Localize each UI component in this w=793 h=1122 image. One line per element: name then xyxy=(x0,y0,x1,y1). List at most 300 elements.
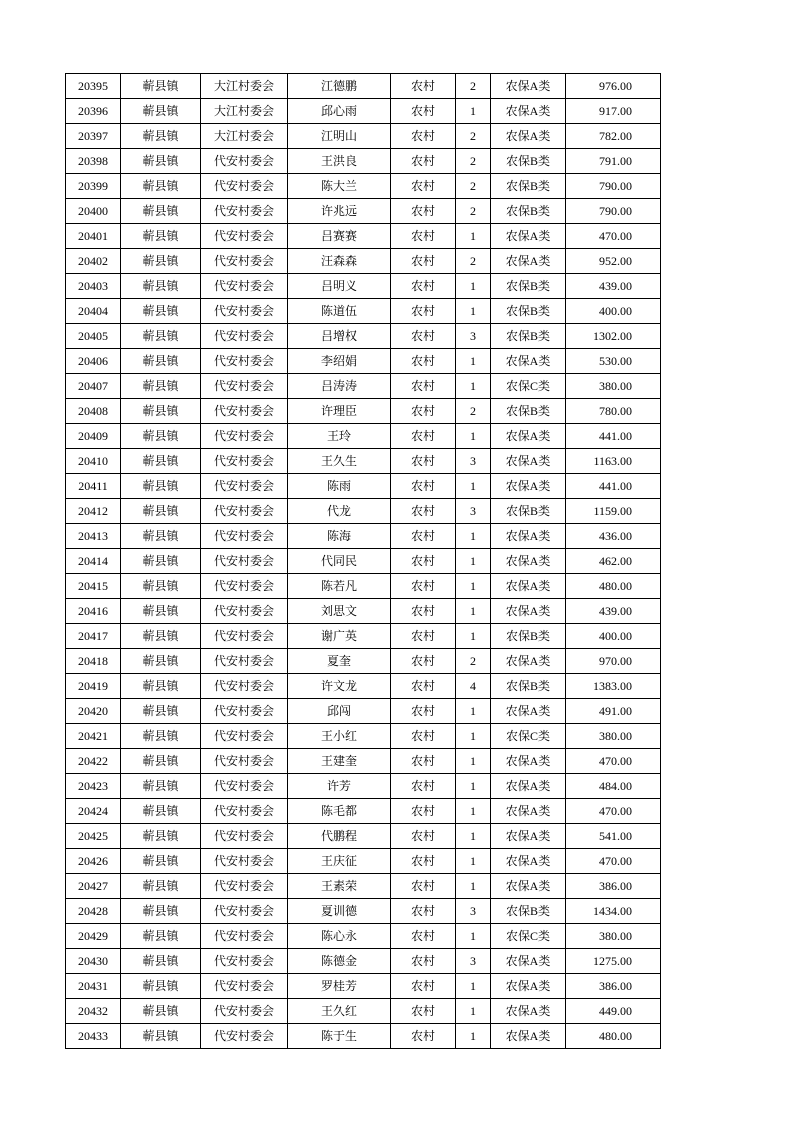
table-row xyxy=(66,899,661,924)
cell-town: 蕲县镇 xyxy=(121,399,201,424)
cell-village-committee: 代安村委会 xyxy=(201,699,288,724)
table-row xyxy=(66,199,661,224)
cell-amount: 1275.00 xyxy=(566,949,661,974)
cell-household-count: 1 xyxy=(456,974,491,999)
cell-amount: 790.00 xyxy=(566,174,661,199)
cell-household-count: 1 xyxy=(456,874,491,899)
table-row xyxy=(66,324,661,349)
cell-insurance-category: 农保A类 xyxy=(491,1024,566,1049)
cell-person-name: 夏训德 xyxy=(288,899,391,924)
cell-village-committee: 代安村委会 xyxy=(201,1024,288,1049)
cell-amount: 441.00 xyxy=(566,424,661,449)
table-row xyxy=(66,174,661,199)
cell-insurance-category: 农保B类 xyxy=(491,299,566,324)
table-row xyxy=(66,124,661,149)
cell-insurance-category: 农保C类 xyxy=(491,374,566,399)
cell-person-name: 王小红 xyxy=(288,724,391,749)
cell-household-count: 2 xyxy=(456,149,491,174)
cell-village-committee: 代安村委会 xyxy=(201,899,288,924)
cell-town: 蕲县镇 xyxy=(121,874,201,899)
cell-village-committee: 代安村委会 xyxy=(201,924,288,949)
cell-village-committee: 代安村委会 xyxy=(201,624,288,649)
cell-household-count: 3 xyxy=(456,449,491,474)
cell-village-committee: 代安村委会 xyxy=(201,349,288,374)
cell-amount: 480.00 xyxy=(566,574,661,599)
cell-person-name: 江明山 xyxy=(288,124,391,149)
table-row xyxy=(66,374,661,399)
cell-household-count: 2 xyxy=(456,124,491,149)
cell-residence-type: 农村 xyxy=(391,699,456,724)
cell-serial-number: 20425 xyxy=(66,824,121,849)
cell-person-name: 代龙 xyxy=(288,499,391,524)
cell-town: 蕲县镇 xyxy=(121,649,201,674)
cell-town: 蕲县镇 xyxy=(121,74,201,99)
cell-village-committee: 代安村委会 xyxy=(201,524,288,549)
cell-serial-number: 20419 xyxy=(66,674,121,699)
cell-insurance-category: 农保B类 xyxy=(491,399,566,424)
cell-town: 蕲县镇 xyxy=(121,574,201,599)
cell-amount: 791.00 xyxy=(566,149,661,174)
cell-insurance-category: 农保B类 xyxy=(491,149,566,174)
cell-insurance-category: 农保C类 xyxy=(491,924,566,949)
cell-household-count: 1 xyxy=(456,99,491,124)
cell-village-committee: 代安村委会 xyxy=(201,599,288,624)
table-row xyxy=(66,524,661,549)
cell-serial-number: 20422 xyxy=(66,749,121,774)
cell-amount: 1302.00 xyxy=(566,324,661,349)
cell-household-count: 3 xyxy=(456,899,491,924)
cell-insurance-category: 农保A类 xyxy=(491,949,566,974)
cell-village-committee: 代安村委会 xyxy=(201,149,288,174)
cell-person-name: 陈道伍 xyxy=(288,299,391,324)
cell-village-committee: 代安村委会 xyxy=(201,374,288,399)
cell-household-count: 1 xyxy=(456,299,491,324)
cell-town: 蕲县镇 xyxy=(121,249,201,274)
cell-insurance-category: 农保B类 xyxy=(491,324,566,349)
cell-person-name: 王久生 xyxy=(288,449,391,474)
cell-person-name: 汪森森 xyxy=(288,249,391,274)
cell-residence-type: 农村 xyxy=(391,224,456,249)
cell-person-name: 陈海 xyxy=(288,524,391,549)
cell-residence-type: 农村 xyxy=(391,624,456,649)
cell-person-name: 谢广英 xyxy=(288,624,391,649)
cell-amount: 541.00 xyxy=(566,824,661,849)
cell-household-count: 1 xyxy=(456,524,491,549)
cell-town: 蕲县镇 xyxy=(121,524,201,549)
cell-residence-type: 农村 xyxy=(391,599,456,624)
cell-household-count: 1 xyxy=(456,574,491,599)
cell-village-committee: 代安村委会 xyxy=(201,849,288,874)
table-row xyxy=(66,724,661,749)
cell-town: 蕲县镇 xyxy=(121,324,201,349)
cell-serial-number: 20400 xyxy=(66,199,121,224)
cell-village-committee: 代安村委会 xyxy=(201,174,288,199)
cell-household-count: 1 xyxy=(456,799,491,824)
cell-village-committee: 代安村委会 xyxy=(201,749,288,774)
cell-amount: 1163.00 xyxy=(566,449,661,474)
cell-amount: 400.00 xyxy=(566,299,661,324)
cell-serial-number: 20428 xyxy=(66,899,121,924)
cell-village-committee: 代安村委会 xyxy=(201,449,288,474)
cell-amount: 449.00 xyxy=(566,999,661,1024)
cell-village-committee: 代安村委会 xyxy=(201,999,288,1024)
cell-household-count: 1 xyxy=(456,849,491,874)
table-row xyxy=(66,349,661,374)
cell-village-committee: 代安村委会 xyxy=(201,824,288,849)
cell-insurance-category: 农保A类 xyxy=(491,824,566,849)
cell-insurance-category: 农保A类 xyxy=(491,999,566,1024)
cell-residence-type: 农村 xyxy=(391,424,456,449)
cell-insurance-category: 农保B类 xyxy=(491,674,566,699)
cell-insurance-category: 农保B类 xyxy=(491,499,566,524)
cell-town: 蕲县镇 xyxy=(121,174,201,199)
cell-amount: 491.00 xyxy=(566,699,661,724)
cell-amount: 386.00 xyxy=(566,974,661,999)
cell-amount: 952.00 xyxy=(566,249,661,274)
cell-town: 蕲县镇 xyxy=(121,449,201,474)
cell-town: 蕲县镇 xyxy=(121,224,201,249)
cell-residence-type: 农村 xyxy=(391,574,456,599)
cell-person-name: 刘思文 xyxy=(288,599,391,624)
cell-insurance-category: 农保A类 xyxy=(491,249,566,274)
table-row xyxy=(66,549,661,574)
cell-serial-number: 20421 xyxy=(66,724,121,749)
cell-residence-type: 农村 xyxy=(391,499,456,524)
cell-residence-type: 农村 xyxy=(391,924,456,949)
cell-insurance-category: 农保A类 xyxy=(491,799,566,824)
cell-residence-type: 农村 xyxy=(391,174,456,199)
table-row xyxy=(66,974,661,999)
table-row xyxy=(66,424,661,449)
cell-amount: 400.00 xyxy=(566,624,661,649)
cell-residence-type: 农村 xyxy=(391,299,456,324)
cell-residence-type: 农村 xyxy=(391,274,456,299)
table-row xyxy=(66,824,661,849)
table-row xyxy=(66,299,661,324)
cell-residence-type: 农村 xyxy=(391,374,456,399)
cell-serial-number: 20429 xyxy=(66,924,121,949)
cell-person-name: 许文龙 xyxy=(288,674,391,699)
cell-insurance-category: 农保B类 xyxy=(491,199,566,224)
cell-serial-number: 20395 xyxy=(66,74,121,99)
cell-town: 蕲县镇 xyxy=(121,624,201,649)
table-row xyxy=(66,249,661,274)
cell-town: 蕲县镇 xyxy=(121,899,201,924)
cell-town: 蕲县镇 xyxy=(121,474,201,499)
cell-village-committee: 代安村委会 xyxy=(201,324,288,349)
cell-serial-number: 20408 xyxy=(66,399,121,424)
cell-serial-number: 20398 xyxy=(66,149,121,174)
cell-village-committee: 代安村委会 xyxy=(201,249,288,274)
table-row xyxy=(66,849,661,874)
cell-person-name: 王建奎 xyxy=(288,749,391,774)
cell-serial-number: 20410 xyxy=(66,449,121,474)
table-row xyxy=(66,674,661,699)
cell-insurance-category: 农保A类 xyxy=(491,549,566,574)
table-row xyxy=(66,399,661,424)
cell-amount: 380.00 xyxy=(566,724,661,749)
cell-person-name: 夏奎 xyxy=(288,649,391,674)
cell-serial-number: 20424 xyxy=(66,799,121,824)
cell-serial-number: 20416 xyxy=(66,599,121,624)
cell-household-count: 1 xyxy=(456,774,491,799)
cell-serial-number: 20420 xyxy=(66,699,121,724)
cell-household-count: 1 xyxy=(456,549,491,574)
cell-town: 蕲县镇 xyxy=(121,299,201,324)
cell-residence-type: 农村 xyxy=(391,149,456,174)
cell-residence-type: 农村 xyxy=(391,549,456,574)
table-row xyxy=(66,1024,661,1049)
cell-insurance-category: 农保B类 xyxy=(491,274,566,299)
cell-serial-number: 20427 xyxy=(66,874,121,899)
cell-amount: 1434.00 xyxy=(566,899,661,924)
cell-household-count: 1 xyxy=(456,999,491,1024)
cell-household-count: 4 xyxy=(456,674,491,699)
pension-records-table xyxy=(65,73,661,1049)
cell-serial-number: 20412 xyxy=(66,499,121,524)
cell-village-committee: 代安村委会 xyxy=(201,274,288,299)
cell-village-committee: 代安村委会 xyxy=(201,199,288,224)
cell-village-committee: 大江村委会 xyxy=(201,99,288,124)
cell-town: 蕲县镇 xyxy=(121,599,201,624)
cell-town: 蕲县镇 xyxy=(121,424,201,449)
cell-town: 蕲县镇 xyxy=(121,99,201,124)
cell-person-name: 陈雨 xyxy=(288,474,391,499)
cell-residence-type: 农村 xyxy=(391,974,456,999)
cell-serial-number: 20430 xyxy=(66,949,121,974)
table-row xyxy=(66,649,661,674)
cell-household-count: 1 xyxy=(456,624,491,649)
cell-residence-type: 农村 xyxy=(391,99,456,124)
cell-insurance-category: 农保A类 xyxy=(491,749,566,774)
cell-insurance-category: 农保A类 xyxy=(491,699,566,724)
cell-residence-type: 农村 xyxy=(391,824,456,849)
cell-residence-type: 农村 xyxy=(391,324,456,349)
cell-insurance-category: 农保A类 xyxy=(491,774,566,799)
cell-amount: 780.00 xyxy=(566,399,661,424)
cell-serial-number: 20432 xyxy=(66,999,121,1024)
cell-village-committee: 代安村委会 xyxy=(201,874,288,899)
table-row xyxy=(66,624,661,649)
cell-insurance-category: 农保A类 xyxy=(491,224,566,249)
cell-amount: 380.00 xyxy=(566,924,661,949)
cell-village-committee: 代安村委会 xyxy=(201,949,288,974)
cell-insurance-category: 农保A类 xyxy=(491,874,566,899)
cell-town: 蕲县镇 xyxy=(121,124,201,149)
cell-town: 蕲县镇 xyxy=(121,724,201,749)
cell-amount: 470.00 xyxy=(566,749,661,774)
cell-residence-type: 农村 xyxy=(391,74,456,99)
cell-household-count: 1 xyxy=(456,824,491,849)
cell-amount: 436.00 xyxy=(566,524,661,549)
cell-residence-type: 农村 xyxy=(391,674,456,699)
table-row xyxy=(66,74,661,99)
cell-household-count: 3 xyxy=(456,949,491,974)
cell-residence-type: 农村 xyxy=(391,849,456,874)
cell-town: 蕲县镇 xyxy=(121,999,201,1024)
cell-insurance-category: 农保A类 xyxy=(491,849,566,874)
cell-village-committee: 代安村委会 xyxy=(201,424,288,449)
cell-serial-number: 20409 xyxy=(66,424,121,449)
cell-amount: 386.00 xyxy=(566,874,661,899)
cell-town: 蕲县镇 xyxy=(121,549,201,574)
cell-amount: 484.00 xyxy=(566,774,661,799)
cell-town: 蕲县镇 xyxy=(121,749,201,774)
cell-residence-type: 农村 xyxy=(391,799,456,824)
table-row xyxy=(66,574,661,599)
cell-insurance-category: 农保A类 xyxy=(491,349,566,374)
cell-town: 蕲县镇 xyxy=(121,849,201,874)
cell-village-committee: 代安村委会 xyxy=(201,574,288,599)
cell-household-count: 1 xyxy=(456,224,491,249)
cell-household-count: 3 xyxy=(456,499,491,524)
cell-town: 蕲县镇 xyxy=(121,1024,201,1049)
cell-insurance-category: 农保A类 xyxy=(491,449,566,474)
table-row xyxy=(66,99,661,124)
cell-household-count: 2 xyxy=(456,249,491,274)
cell-person-name: 许兆远 xyxy=(288,199,391,224)
cell-serial-number: 20407 xyxy=(66,374,121,399)
cell-serial-number: 20401 xyxy=(66,224,121,249)
cell-residence-type: 农村 xyxy=(391,474,456,499)
cell-household-count: 1 xyxy=(456,274,491,299)
cell-person-name: 邱闯 xyxy=(288,699,391,724)
cell-village-committee: 大江村委会 xyxy=(201,74,288,99)
cell-insurance-category: 农保A类 xyxy=(491,424,566,449)
cell-household-count: 2 xyxy=(456,399,491,424)
cell-household-count: 1 xyxy=(456,599,491,624)
cell-village-committee: 代安村委会 xyxy=(201,674,288,699)
cell-household-count: 1 xyxy=(456,699,491,724)
table-row xyxy=(66,474,661,499)
cell-town: 蕲县镇 xyxy=(121,799,201,824)
cell-village-committee: 代安村委会 xyxy=(201,974,288,999)
cell-person-name: 陈德金 xyxy=(288,949,391,974)
cell-person-name: 王庆征 xyxy=(288,849,391,874)
table-row xyxy=(66,699,661,724)
cell-insurance-category: 农保A类 xyxy=(491,524,566,549)
cell-amount: 976.00 xyxy=(566,74,661,99)
cell-amount: 782.00 xyxy=(566,124,661,149)
cell-village-committee: 大江村委会 xyxy=(201,124,288,149)
cell-serial-number: 20413 xyxy=(66,524,121,549)
cell-residence-type: 农村 xyxy=(391,399,456,424)
cell-household-count: 1 xyxy=(456,474,491,499)
cell-person-name: 王玲 xyxy=(288,424,391,449)
table-row xyxy=(66,149,661,174)
cell-town: 蕲县镇 xyxy=(121,924,201,949)
cell-serial-number: 20406 xyxy=(66,349,121,374)
cell-town: 蕲县镇 xyxy=(121,699,201,724)
cell-insurance-category: 农保A类 xyxy=(491,99,566,124)
cell-insurance-category: 农保B类 xyxy=(491,899,566,924)
cell-town: 蕲县镇 xyxy=(121,499,201,524)
cell-amount: 1159.00 xyxy=(566,499,661,524)
cell-insurance-category: 农保A类 xyxy=(491,74,566,99)
cell-household-count: 1 xyxy=(456,1024,491,1049)
cell-serial-number: 20396 xyxy=(66,99,121,124)
cell-household-count: 1 xyxy=(456,924,491,949)
cell-amount: 439.00 xyxy=(566,599,661,624)
cell-person-name: 陈心永 xyxy=(288,924,391,949)
cell-village-committee: 代安村委会 xyxy=(201,399,288,424)
cell-insurance-category: 农保C类 xyxy=(491,724,566,749)
cell-serial-number: 20414 xyxy=(66,549,121,574)
cell-person-name: 吕增权 xyxy=(288,324,391,349)
table-row xyxy=(66,749,661,774)
cell-residence-type: 农村 xyxy=(391,749,456,774)
cell-person-name: 代鹏程 xyxy=(288,824,391,849)
cell-amount: 470.00 xyxy=(566,849,661,874)
cell-household-count: 1 xyxy=(456,424,491,449)
cell-village-committee: 代安村委会 xyxy=(201,724,288,749)
cell-household-count: 2 xyxy=(456,74,491,99)
table-row xyxy=(66,799,661,824)
cell-town: 蕲县镇 xyxy=(121,149,201,174)
table-row xyxy=(66,224,661,249)
cell-household-count: 1 xyxy=(456,749,491,774)
cell-amount: 470.00 xyxy=(566,224,661,249)
cell-residence-type: 农村 xyxy=(391,649,456,674)
cell-person-name: 吕涛涛 xyxy=(288,374,391,399)
cell-household-count: 1 xyxy=(456,374,491,399)
cell-amount: 439.00 xyxy=(566,274,661,299)
cell-serial-number: 20431 xyxy=(66,974,121,999)
cell-person-name: 王素荣 xyxy=(288,874,391,899)
table-row xyxy=(66,924,661,949)
cell-town: 蕲县镇 xyxy=(121,949,201,974)
cell-insurance-category: 农保A类 xyxy=(491,574,566,599)
cell-serial-number: 20404 xyxy=(66,299,121,324)
cell-residence-type: 农村 xyxy=(391,199,456,224)
cell-town: 蕲县镇 xyxy=(121,274,201,299)
cell-village-committee: 代安村委会 xyxy=(201,799,288,824)
cell-residence-type: 农村 xyxy=(391,124,456,149)
cell-insurance-category: 农保A类 xyxy=(491,649,566,674)
cell-town: 蕲县镇 xyxy=(121,974,201,999)
cell-amount: 462.00 xyxy=(566,549,661,574)
cell-serial-number: 20433 xyxy=(66,1024,121,1049)
table-body xyxy=(66,74,661,1049)
table-row xyxy=(66,874,661,899)
cell-amount: 470.00 xyxy=(566,799,661,824)
cell-serial-number: 20423 xyxy=(66,774,121,799)
cell-insurance-category: 农保B类 xyxy=(491,174,566,199)
cell-household-count: 3 xyxy=(456,324,491,349)
cell-person-name: 罗桂芳 xyxy=(288,974,391,999)
cell-person-name: 许芳 xyxy=(288,774,391,799)
cell-serial-number: 20415 xyxy=(66,574,121,599)
table-row xyxy=(66,999,661,1024)
cell-town: 蕲县镇 xyxy=(121,199,201,224)
cell-residence-type: 农村 xyxy=(391,774,456,799)
cell-residence-type: 农村 xyxy=(391,249,456,274)
cell-serial-number: 20399 xyxy=(66,174,121,199)
cell-person-name: 邱心雨 xyxy=(288,99,391,124)
cell-town: 蕲县镇 xyxy=(121,349,201,374)
cell-serial-number: 20426 xyxy=(66,849,121,874)
cell-serial-number: 20397 xyxy=(66,124,121,149)
cell-person-name: 代同民 xyxy=(288,549,391,574)
cell-village-committee: 代安村委会 xyxy=(201,499,288,524)
cell-amount: 970.00 xyxy=(566,649,661,674)
table-row xyxy=(66,949,661,974)
cell-amount: 1383.00 xyxy=(566,674,661,699)
cell-amount: 441.00 xyxy=(566,474,661,499)
cell-residence-type: 农村 xyxy=(391,449,456,474)
cell-person-name: 王久红 xyxy=(288,999,391,1024)
cell-village-committee: 代安村委会 xyxy=(201,474,288,499)
